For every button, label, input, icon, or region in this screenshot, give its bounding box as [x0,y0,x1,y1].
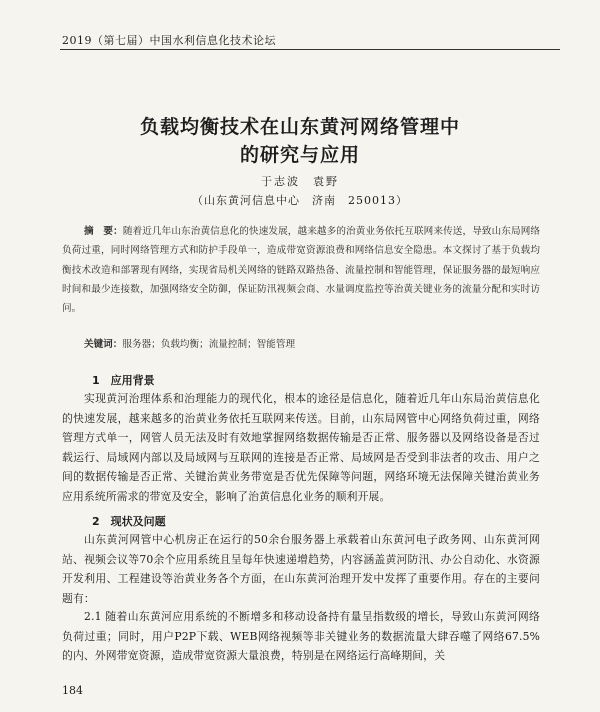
paper-title-line1: 负载均衡技术在山东黄河网络管理中 [139,116,460,138]
authors: 于志波 袁野 [261,175,339,188]
abstract-text: 随着近几年山东治黄信息化的快速发展，越来越多的治黄业务依托互联网来传送，导致山东局网络负荷过重，同时网络管理方式和防护手段单一，造成带宽资源浪费和网络信息安全隐患。本文探讨了基于负载均衡技术改造和部署现有网络，实现省局机关网络的链路双路热备、流量控制和智能管理，保证服务器的最短响应时间和最少连接数，加强网络安全防御，保证防汛视频会商、水量调度监控等治黄关键业务的流量分配和实时访问。 [62,226,541,315]
section1-heading: 1 应用背景 [92,374,155,387]
keywords-text: 服务器；负载均衡；流量控制；智能管理 [122,339,296,350]
abstract [62,222,540,318]
keywords-label: 关键词： [84,339,123,350]
section1-paragraph: 实现黄河治理体系和治理能力的现代化，根本的途径是信息化，随着近几年山东局治黄信息化的快速发展，越来越多的治黄业务依托互联网来传送。目前，山东局网管中心网络负荷过重，网络管理方式单一，网管人员无法及时有效地掌握网络数据传输是否正常、服务器以及网络设备是否过载运行、局域网内部以及局域网与互联网的连接是否正常、局域网是否受到非法者的攻击、用户之间的数据传输是否正常、关键治黄业务带宽是否优先保障等问题，网络环境无法保障关键治黄业务应用系统所需求的带宽及安全，影响了治黄信息化业务的顺利开展。 [62,392,540,503]
section2-heading: 2 现状及问题 [92,515,166,528]
header-rule [60,49,560,50]
page-number: 184 [62,684,83,697]
paper-title-line2: 的研究与应用 [239,144,360,166]
section2-paragraph: 山东黄河网管中心机房正在运行的50余台服务器上承载着山东黄河电子政务网、山东黄河网站、视频会议等70余个应用系统且呈每年快速递增趋势，内容涵盖黄河防汛、办公自动化、水资源开发利用、工程建设等治黄业务各个方面，在山东黄河治理开发中发挥了重要作用。存在的主要问题有： [62,533,540,605]
section2-item1: 2.1 随着山东黄河应用系统的不断增多和移动设备持有量呈指数级的增长，导致山东黄河网络负荷过重；同时，用户P2P下载、WEB网络视频等非关键业务的数据流量大肆吞噬了网络67.5%的内、外网带宽资源，造成带宽资源大量浪费，特别是在网络运行高峰期间，关 [62,610,540,663]
running-header: 2019（第七届）中国水利信息化技术论坛 [62,34,276,47]
affiliation: （山东黄河信息中心 济南 250013） [192,194,408,207]
abstract-label: 摘 要： [84,226,123,237]
keywords [84,336,295,350]
